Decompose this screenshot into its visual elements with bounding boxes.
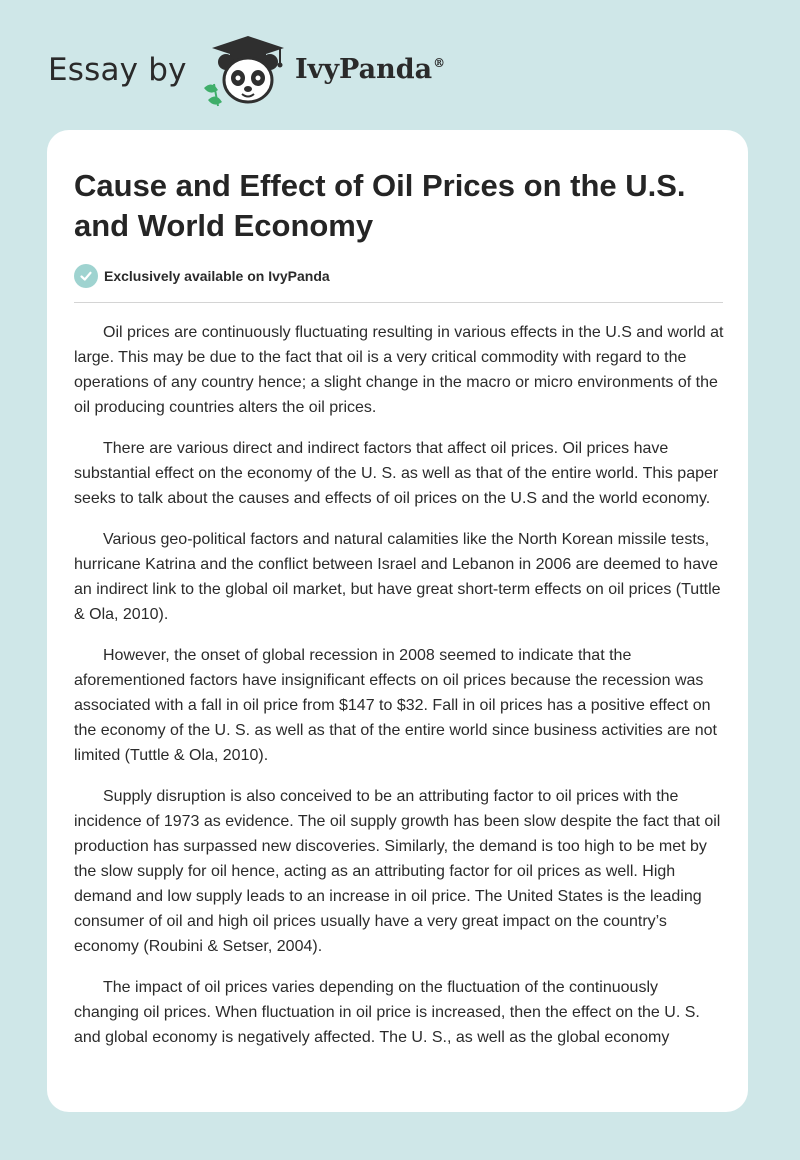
brand-name-text: IvyPanda (295, 54, 433, 85)
brand-name[interactable] (295, 54, 445, 85)
exclusive-badge (74, 264, 330, 288)
badge-label: Exclusively available on IvyPanda (104, 268, 330, 284)
panda-graduate-logo-icon[interactable] (200, 34, 296, 108)
paragraph: Various geo-political factors and natural calamities like the North Korean missile tests, hurricane Katrina and the conflict between Israel and Lebanon in 2006 are deemed to have an indirect link to the global oil market, but have great short-term effects on oil prices (Tuttle & Ola, 2010). (74, 531, 721, 623)
essay-body (74, 320, 724, 1066)
paragraph: Oil prices are continuously fluctuating resulting in various effects in the U.S and world at large. This may be due to the fact that oil is a very critical commodity with regard to the operations of any country hence; a slight change in the macro or micro environments of the oil producing countries alters the oil prices. (74, 324, 724, 416)
essay-card (47, 130, 748, 1112)
checkmark-icon (74, 264, 98, 288)
paragraph: The impact of oil prices varies depending on the fluctuation of the continuously changing oil prices. When fluctuation in oil price is increased, then the effect on the U. S. and global economy is negatively affected. The U. S., as well as the global economy (74, 979, 700, 1046)
site-header (0, 0, 800, 130)
paragraph: There are various direct and indirect factors that affect oil prices. Oil prices have substantial effect on the economy of the U. S. as well as that of the entire world. This paper seeks to talk about the causes and effects of oil prices on the U.S and the world economy. (74, 440, 719, 507)
paragraph: Supply disruption is also conceived to be an attributing factor to oil prices with the incidence of 1973 as evidence. The oil supply growth has been slow despite the fact that oil production has surpassed new discoveries. Similarly, the demand is too high to be met by the slow supply for oil hence, acting as an attributing factor for oil prices as well. High demand and low supply leads to an increase in oil price. The United States is the leading consumer of oil and high oil prices usually have a very great impact on the country’s economy (Roubini & Setser, 2004). (74, 788, 721, 955)
brand-prefix: Essay by (48, 52, 187, 88)
paragraph: However, the onset of global recession in 2008 seemed to indicate that the aforementioned factors have insignificant effects on oil prices because the recession was associated with a fall in oil price from $147 to $32. Fall in oil prices has a positive effect on the economy of the U. S. as well as that of the entire world since business activities are not limited (Tuttle & Ola, 2010). (74, 647, 717, 764)
registered-mark: ® (433, 56, 446, 70)
page-title: Cause and Effect of Oil Prices on the U.S. and World Economy (74, 168, 686, 243)
divider (74, 302, 723, 303)
